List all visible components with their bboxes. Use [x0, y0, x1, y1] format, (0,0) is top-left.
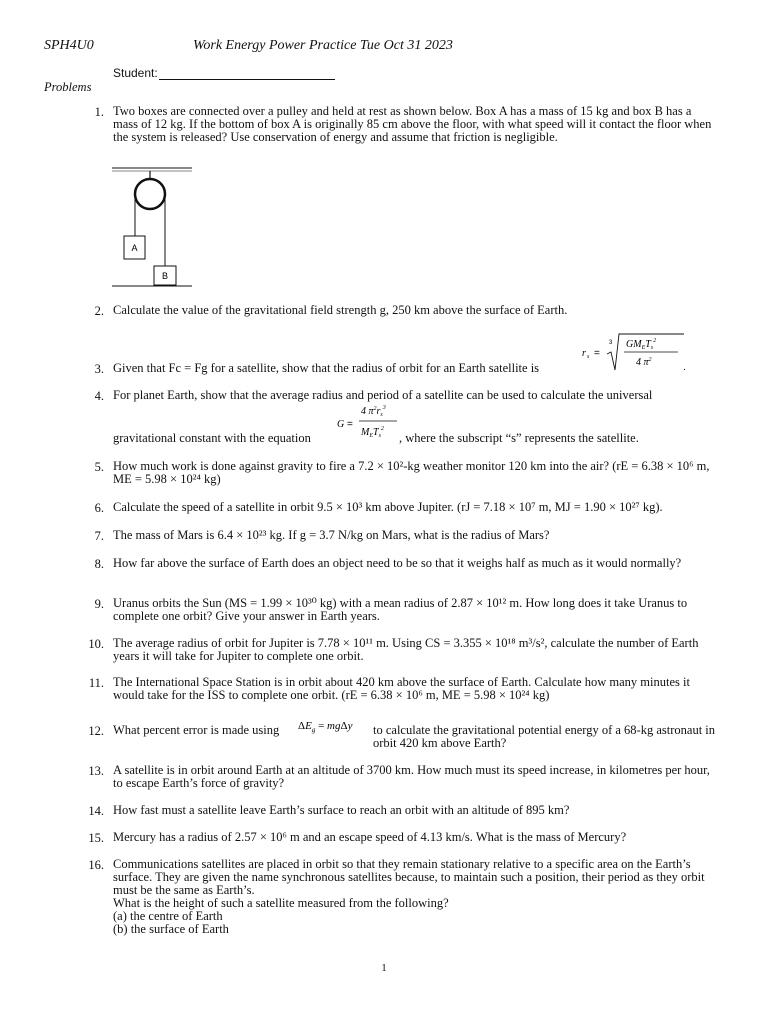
question-5-text: How much work is done against gravity to fire a 7.2 × 10²-kg weather monitor 120 km into the air? (rE = 6.38 × 10⁶ m, ME = 5.98 × 10²⁴ kg)	[113, 459, 710, 486]
question-number: 3.	[94, 362, 104, 376]
question-number: 4.	[94, 389, 104, 403]
eq4-g: G	[337, 419, 345, 430]
equation-orbit-radius	[580, 330, 690, 374]
pulley-diagram	[108, 162, 198, 290]
question-number: 13.	[88, 764, 104, 778]
box-b-label: B	[161, 271, 169, 281]
question-16-part-b: (b) the surface of Earth	[113, 922, 229, 936]
eq12-expression: $\Delta E_g = mg\Delta y$	[298, 720, 353, 734]
course-code: SPH4U0	[44, 38, 94, 53]
section-label: Problems	[44, 80, 92, 94]
eq3-numerator: $GM_ET_s^2$	[626, 338, 657, 351]
question-12-text: What percent error is made using	[113, 723, 280, 737]
question-10-text: The average radius of orbit for Jupiter is 7.78 × 10¹¹ m. Using CS = 3.355 × 10¹⁸ m³/s², calculate the number of Earth years it will take for Jupiter to complete one orbit.	[113, 636, 699, 663]
question-number: 8.	[94, 557, 104, 571]
question-16-text-2: What is the height of such a satellite measured from the following?	[113, 896, 449, 910]
eq3-rs: r	[582, 348, 586, 359]
eq4-numerator: 4 $\pi^2r_s^3$	[361, 405, 386, 418]
eq3-denominator: 4 $\pi^2$	[636, 357, 652, 368]
question-number: 11.	[88, 676, 104, 690]
question-2-text: Calculate the value of the gravitational field strength g, 250 km above the surface of Earth.	[113, 303, 568, 317]
eq4-denominator: $M_ET_s^2$	[361, 426, 384, 439]
question-16-part-a: (a) the centre of Earth	[113, 909, 223, 923]
question-number: 6.	[94, 501, 104, 515]
question-number: 9.	[94, 597, 104, 611]
equation-gravitational-constant	[335, 402, 401, 444]
question-4-text-2: gravitational constant with the equation	[113, 431, 311, 445]
eq3-cube-index: 3	[609, 340, 613, 346]
question-6-text: Calculate the speed of a satellite in orbit 9.5 × 10³ km above Jupiter. (rJ = 7.18 × 10⁷ m, MJ = 1.90 × 10²⁷ kg).	[113, 500, 663, 514]
box-a-label: A	[131, 243, 138, 253]
question-4-text: For planet Earth, show that the average radius and period of a satellite can be used to calculate the universal	[113, 388, 653, 402]
eq4-equals: =	[347, 419, 353, 430]
question-number: 7.	[94, 529, 104, 543]
student-field	[113, 66, 335, 80]
question-7-text: The mass of Mars is 6.4 × 10²³ kg. If g = 3.7 N/kg on Mars, what is the radius of Mars?	[113, 528, 550, 542]
question-8-text: How far above the surface of Earth does an object need to be so that it weighs half as much as it would normally?	[113, 556, 682, 570]
question-number: 5.	[94, 460, 104, 474]
pulley-wheel	[135, 179, 165, 209]
question-number: 12.	[88, 724, 104, 738]
eq3-period: .	[683, 362, 686, 373]
question-number: 10.	[88, 637, 104, 651]
question-12-text-2: to calculate the gravitational potential energy of a 68-kg astronaut in orbit 420 km above Earth?	[373, 723, 716, 750]
question-3-text: Given that Fc = Fg for a satellite, show that the radius of orbit for an Earth satellite is	[113, 361, 540, 375]
eq3-rs-sub: s	[587, 354, 590, 360]
question-16-text: Communications satellites are placed in orbit so that they remain stationary relative to a specific area on the Earth’s surface. They are given the name synchronous satellites because, to maintain such a position, their period as they orbit must be the same as Earth’s.	[113, 857, 705, 897]
student-label: Student:	[113, 66, 158, 80]
question-13-text: A satellite is in orbit around Earth at an altitude of 3700 km. How much must its speed increase, in kilometres per hour, to escape Earth’s force of gravity?	[113, 763, 710, 790]
question-number: 1.	[94, 105, 104, 119]
question-9-text: Uranus orbits the Sun (MS = 1.99 × 10³⁰ kg) with a mean radius of 2.87 × 10¹² m. How long does it take Uranus to complete one orbit? Give your answer in Earth years.	[113, 596, 688, 623]
question-15-text: Mercury has a radius of 2.57 × 10⁶ m and an escape speed of 4.13 km/s. What is the mass of Mercury?	[113, 830, 627, 844]
question-number: 15.	[88, 831, 104, 845]
document-title: Work Energy Power Practice Tue Oct 31 2023	[193, 38, 453, 53]
student-blank-line	[159, 67, 335, 80]
question-1-text: Two boxes are connected over a pulley and held at rest as shown below. Box A has a mass of 15 kg and box B has a mass of 12 kg. If the bottom of box A is originally 85 cm above the floor, with what speed will it contact the floor when the system is released? Use conservation of energy and assume that friction is negligible.	[113, 104, 712, 144]
eq3-equals: =	[594, 348, 600, 359]
question-number: 2.	[94, 304, 104, 318]
question-11-text: The International Space Station is in orbit about 420 km above the surface of Earth. Calculate how many minutes it would take for the ISS to complete one orbit. (rE = 6.38 × 10⁶ m, ME = 5.98 × 10²⁴ kg)	[113, 675, 690, 702]
question-number: 16.	[88, 858, 104, 872]
page-number: 1	[381, 962, 387, 974]
question-14-text: How fast must a satellite leave Earth’s surface to reach an orbit with an altitude of 895 km?	[113, 803, 570, 817]
equation-potential-energy	[297, 717, 375, 735]
question-4-text-3: , where the subscript “s” represents the satellite.	[399, 431, 639, 445]
question-number: 14.	[88, 804, 104, 818]
